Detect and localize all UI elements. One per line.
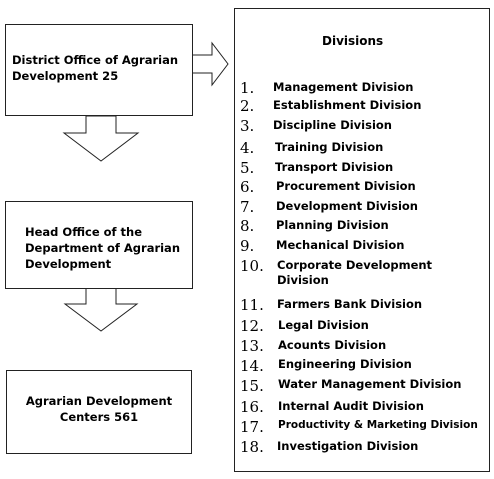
division-number: 2. [240, 97, 255, 115]
division-number: 4. [240, 139, 255, 157]
division-number: 8. [240, 217, 255, 235]
division-number: 16. [240, 398, 264, 416]
division-label: Water Management Division [278, 377, 462, 391]
division-number: 3. [240, 117, 255, 135]
division-label: Acounts Division [278, 338, 387, 352]
arrow-right [192, 43, 228, 85]
division-label: Engineering Division [278, 357, 412, 371]
division-label: Farmers Bank Division [277, 297, 423, 311]
division-number: 17. [240, 418, 264, 436]
division-number: 9. [240, 237, 255, 255]
division-label: Establishment Division [273, 98, 422, 112]
division-number: 12. [240, 317, 264, 335]
division-label: Training Division [275, 140, 384, 154]
division-label: Management Division [273, 80, 414, 94]
division-label: Procurement Division [276, 179, 416, 193]
division-label: Productivity & Marketing Division [278, 419, 478, 431]
division-label: Development Division [276, 199, 418, 213]
division-number: 7. [240, 198, 255, 216]
head-office-label: Head Office of the Department of Agrarian Development [25, 225, 181, 271]
division-label: Discipline Division [273, 118, 392, 132]
centers-label: Agrarian Development Centers 561 [25, 394, 173, 424]
division-label: Planning Division [276, 218, 389, 232]
division-label: Mechanical Division [276, 238, 405, 252]
district-office-label: District Office of Agrarian Development 25 [12, 53, 179, 83]
division-number: 10. [240, 257, 264, 275]
division-number: 11. [240, 296, 264, 314]
division-number: 6. [240, 178, 255, 196]
divisions-title: Divisions [322, 34, 384, 48]
division-number: 13. [240, 337, 264, 355]
division-label: Investigation Division [277, 439, 419, 453]
division-label: Internal Audit Division [278, 399, 424, 413]
division-number: 15. [240, 377, 264, 395]
division-label: Corporate Development Division [277, 258, 433, 287]
division-number: 5. [240, 159, 255, 177]
arrow-down-2 [65, 288, 137, 331]
division-label: Legal Division [278, 318, 369, 332]
arrow-down-1 [64, 116, 138, 161]
division-label: Transport Division [275, 160, 394, 174]
division-number: 18. [240, 438, 264, 456]
division-number: 14. [240, 357, 264, 375]
division-number: 1. [240, 79, 255, 97]
